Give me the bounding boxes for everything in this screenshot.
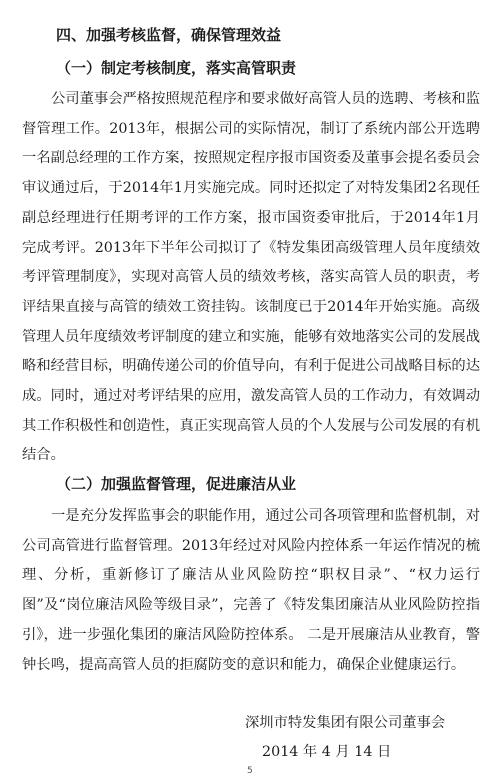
signature-organization: 深圳市特发集团有限公司董事会 — [245, 715, 446, 731]
subsection-1-title: （一）制定考核制度，落实高管职责 — [56, 59, 297, 77]
section-heading: 四、加强考核监督，确保管理效益 — [56, 26, 282, 44]
signature-date: 2014 年 4 月 14 日 — [262, 744, 392, 760]
subsection-1-body: 公司董事会严格按照规范程序和要求做好高管人员的选聘、考核和监督管理工作。2013年，根据公司的实际情况，制订了系统内部公开选聘一名副总经理的工作方案，按照规定程序报市国资委及董事会提名委员会审议通过后，于2014年1月实施完成。同时还拟定了对特发集团2名现任副总经理进行任期考评的工作方案，报市国资委审批后，于2014年1月完成考评。2013年下半年公司拟订了《特发集团高级管理人员年度绩效考评管理制度》，实现对高管人员的绩效考核，落实高管人员的职责，考评结果直接与高管的绩效工资挂钩。该制度已于2014年开始实施。高级管理人员年度绩效考评制度的建立和实施，能够有效地落实公司的发展战略和经营目标，明确传递公司的价值导向，有利于促进公司战略目标的达成。同时，通过对考评结果的应用，激发高管人员的工作动力，有效调动其工作积极性和创造性，真正实现高管人员的个人发展与公司发展的有机结合。 — [22, 91, 480, 464]
subsection-2-title: （二）加强监督管理，促进廉洁从业 — [56, 475, 297, 493]
page-number: 5 — [247, 766, 253, 776]
subsection-2-body: 一是充分发挥监事会的职能作用，通过公司各项管理和监督机制，对公司高管进行监督管理。2013年经过对风险内控体系一年运作情况的梳理、分析，重新修订了廉洁从业风险防控“职权目录”、“权力运行图”及“岗位廉洁风险等级目录”，完善了《特发集团廉洁从业风险防控指引》，进一步强化集团的廉洁风险防控体系。 二是开展廉洁从业教育，警钟长鸣，提高高管人员的拒腐防变的意识和能力，确保企业健康运行。 — [22, 508, 480, 673]
